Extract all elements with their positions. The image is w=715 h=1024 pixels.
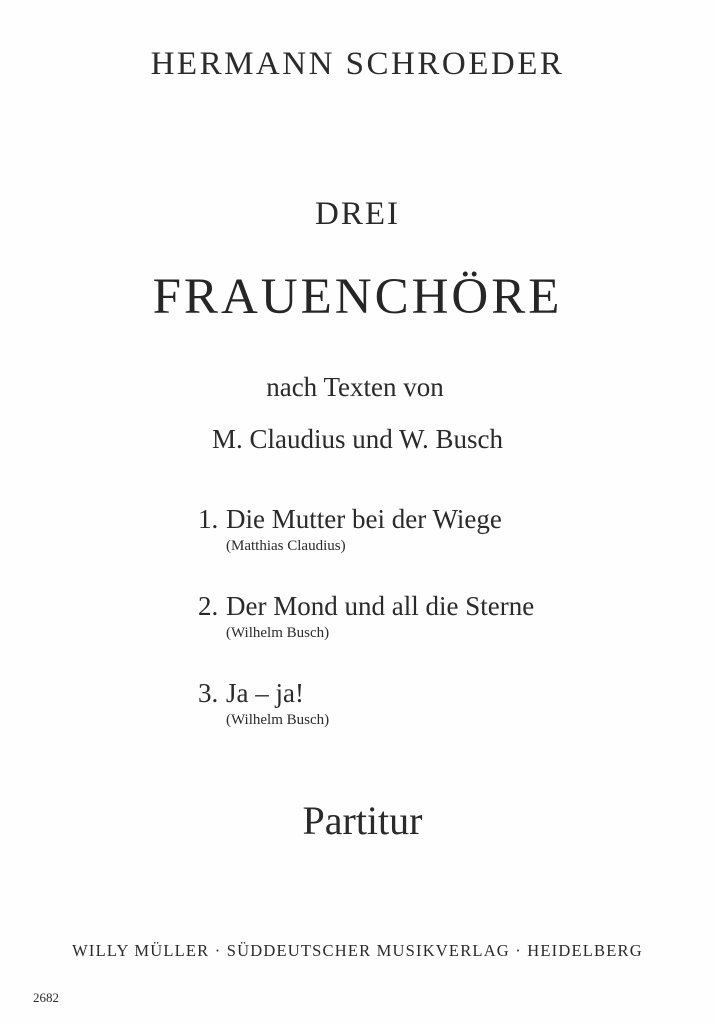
publisher-line: WILLY MÜLLER · SÜDDEUTSCHER MUSIKVERLAG · HEIDELBERG (72, 941, 643, 960)
song-title: Der Mond und all die Sterne (226, 591, 535, 621)
song-title-line (198, 504, 502, 535)
song-author: (Matthias Claudius) (226, 538, 346, 554)
subtitle-line-1: nach Texten von (266, 372, 444, 402)
song-entry-2 (198, 591, 534, 642)
composer-name: HERMANN SCHROEDER (150, 46, 565, 82)
song-title-line (198, 678, 329, 709)
song-entry-1 (198, 504, 502, 555)
edition-label: Partitur (302, 798, 423, 843)
main-title: FRAUENCHÖRE (152, 269, 563, 325)
song-number: 2. (198, 591, 219, 621)
song-title: Die Mutter bei der Wiege (226, 504, 502, 534)
song-title: Ja – ja! (226, 678, 304, 708)
song-entry-3 (198, 678, 329, 729)
song-author: (Wilhelm Busch) (226, 712, 330, 728)
song-author: (Wilhelm Busch) (226, 625, 330, 641)
song-number: 3. (198, 678, 219, 708)
title-line-1: DREI (315, 196, 400, 232)
song-number: 1. (198, 504, 219, 534)
song-title-line (198, 591, 534, 622)
plate-number: 2682 (33, 990, 59, 1005)
subtitle-line-2: M. Claudius und W. Busch (211, 424, 504, 454)
